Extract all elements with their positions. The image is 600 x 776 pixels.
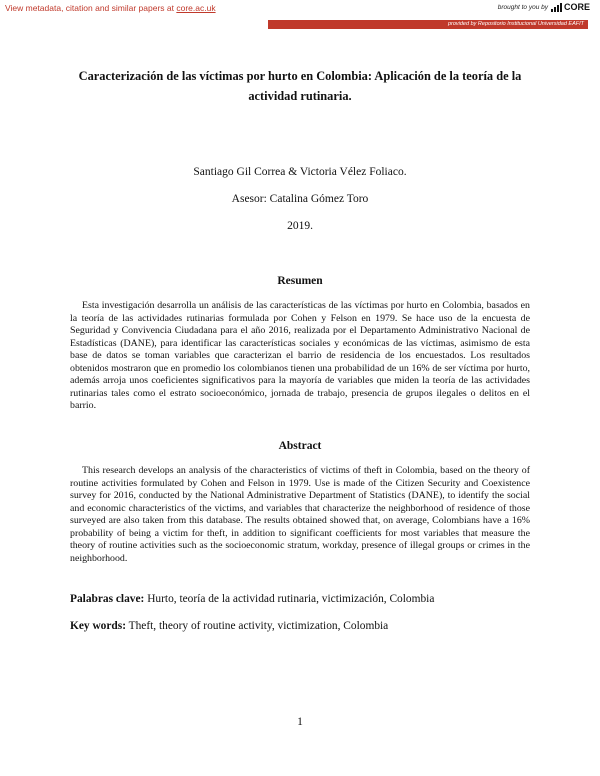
resumen-text: Esta investigación desarrolla un análisis de las características de las víctimas por hurto en Colombia, basados en la teoría de las actividades rutinarias formulada por Cohen y Felson en 1979. Se hace uso de la encuesta de Seguridad y Convivencia Ciudadana para el año 2016, realizada por el Departamento Administrativo Nacional de Estadísticas (DANE), para identificar las características sociales y económicas de las víctimas, asimismo de esta base de datos se toman variables que caracterizan el barrio de residencia de los encuestados. Los resultados obtenidos mostraron que en promedio los colombianos tienen una probabilidad de un 16% de ser víctima por hurto, además arroja unos coeficientes significativos para la mayoría de variables que miden la teoría de las actividades rutinarias tales como el estrato socioeconómico, jornada de trabajo, presencia de grupos ilegales o delitos en el barrio.	[70, 300, 530, 411]
core-attribution[interactable]: brought to you by CORE	[497, 2, 590, 12]
palabras-clave-value: Hurto, teoría de la actividad rutinaria, victimización, Colombia	[144, 593, 435, 605]
resumen-heading: Resumen	[277, 275, 323, 287]
core-metadata-link[interactable]: View metadata, citation and similar papers at core.ac.uk	[5, 3, 216, 13]
authors: Santiago Gil Correa & Victoria Vélez Foliaco.	[193, 166, 407, 178]
resumen-paragraph	[70, 300, 530, 413]
abstract-heading: Abstract	[278, 440, 322, 452]
year: 2019.	[287, 220, 313, 232]
abstract-text: This research develops an analysis of the characteristics of victims of theft in Colombia, based on the theory of routine activities formulated by Cohen and Felson in 1979. Use is made of the Citizen Security and Coexistence survey for 2016, conducted by the National Administrative Department of Statistics (DANE), to identify the social and economic characteristics of the victims, and variables that characterize the neighborhood of residence of those surveyed are also taken from this database. The results obtained showed that, on average, Colombians have a 16% probability of being a victim for theft, in addition to significant coefficients for most variables that measure the theory of routine activities such as the socioeconomic stratum, workday, presence of illegal groups or crimes in the neighborhood.	[70, 465, 530, 564]
key-words-value: Theft, theory of routine activity, victimization, Colombia	[126, 620, 389, 632]
advisor: Asesor: Catalina Gómez Toro	[231, 193, 369, 205]
core-logo[interactable]: CORE	[551, 2, 590, 12]
palabras-clave-label: Palabras clave:	[70, 593, 145, 605]
key-words	[70, 620, 388, 632]
paper-title: Caracterización de las víctimas por hurto en Colombia: Aplicación de la teoría de la actividad rutinaria.	[78, 69, 522, 103]
core-banner	[0, 0, 600, 29]
palabras-clave	[70, 593, 434, 605]
core-provider-strip[interactable]: provided by Repositorio Institucional Universidad EAFIT	[268, 20, 588, 29]
core-domain-link[interactable]: core.ac.uk	[176, 3, 216, 13]
core-logo-icon	[551, 3, 562, 12]
key-words-label: Key words:	[70, 620, 126, 632]
abstract-paragraph	[70, 465, 530, 565]
page-number: 1	[297, 716, 303, 728]
